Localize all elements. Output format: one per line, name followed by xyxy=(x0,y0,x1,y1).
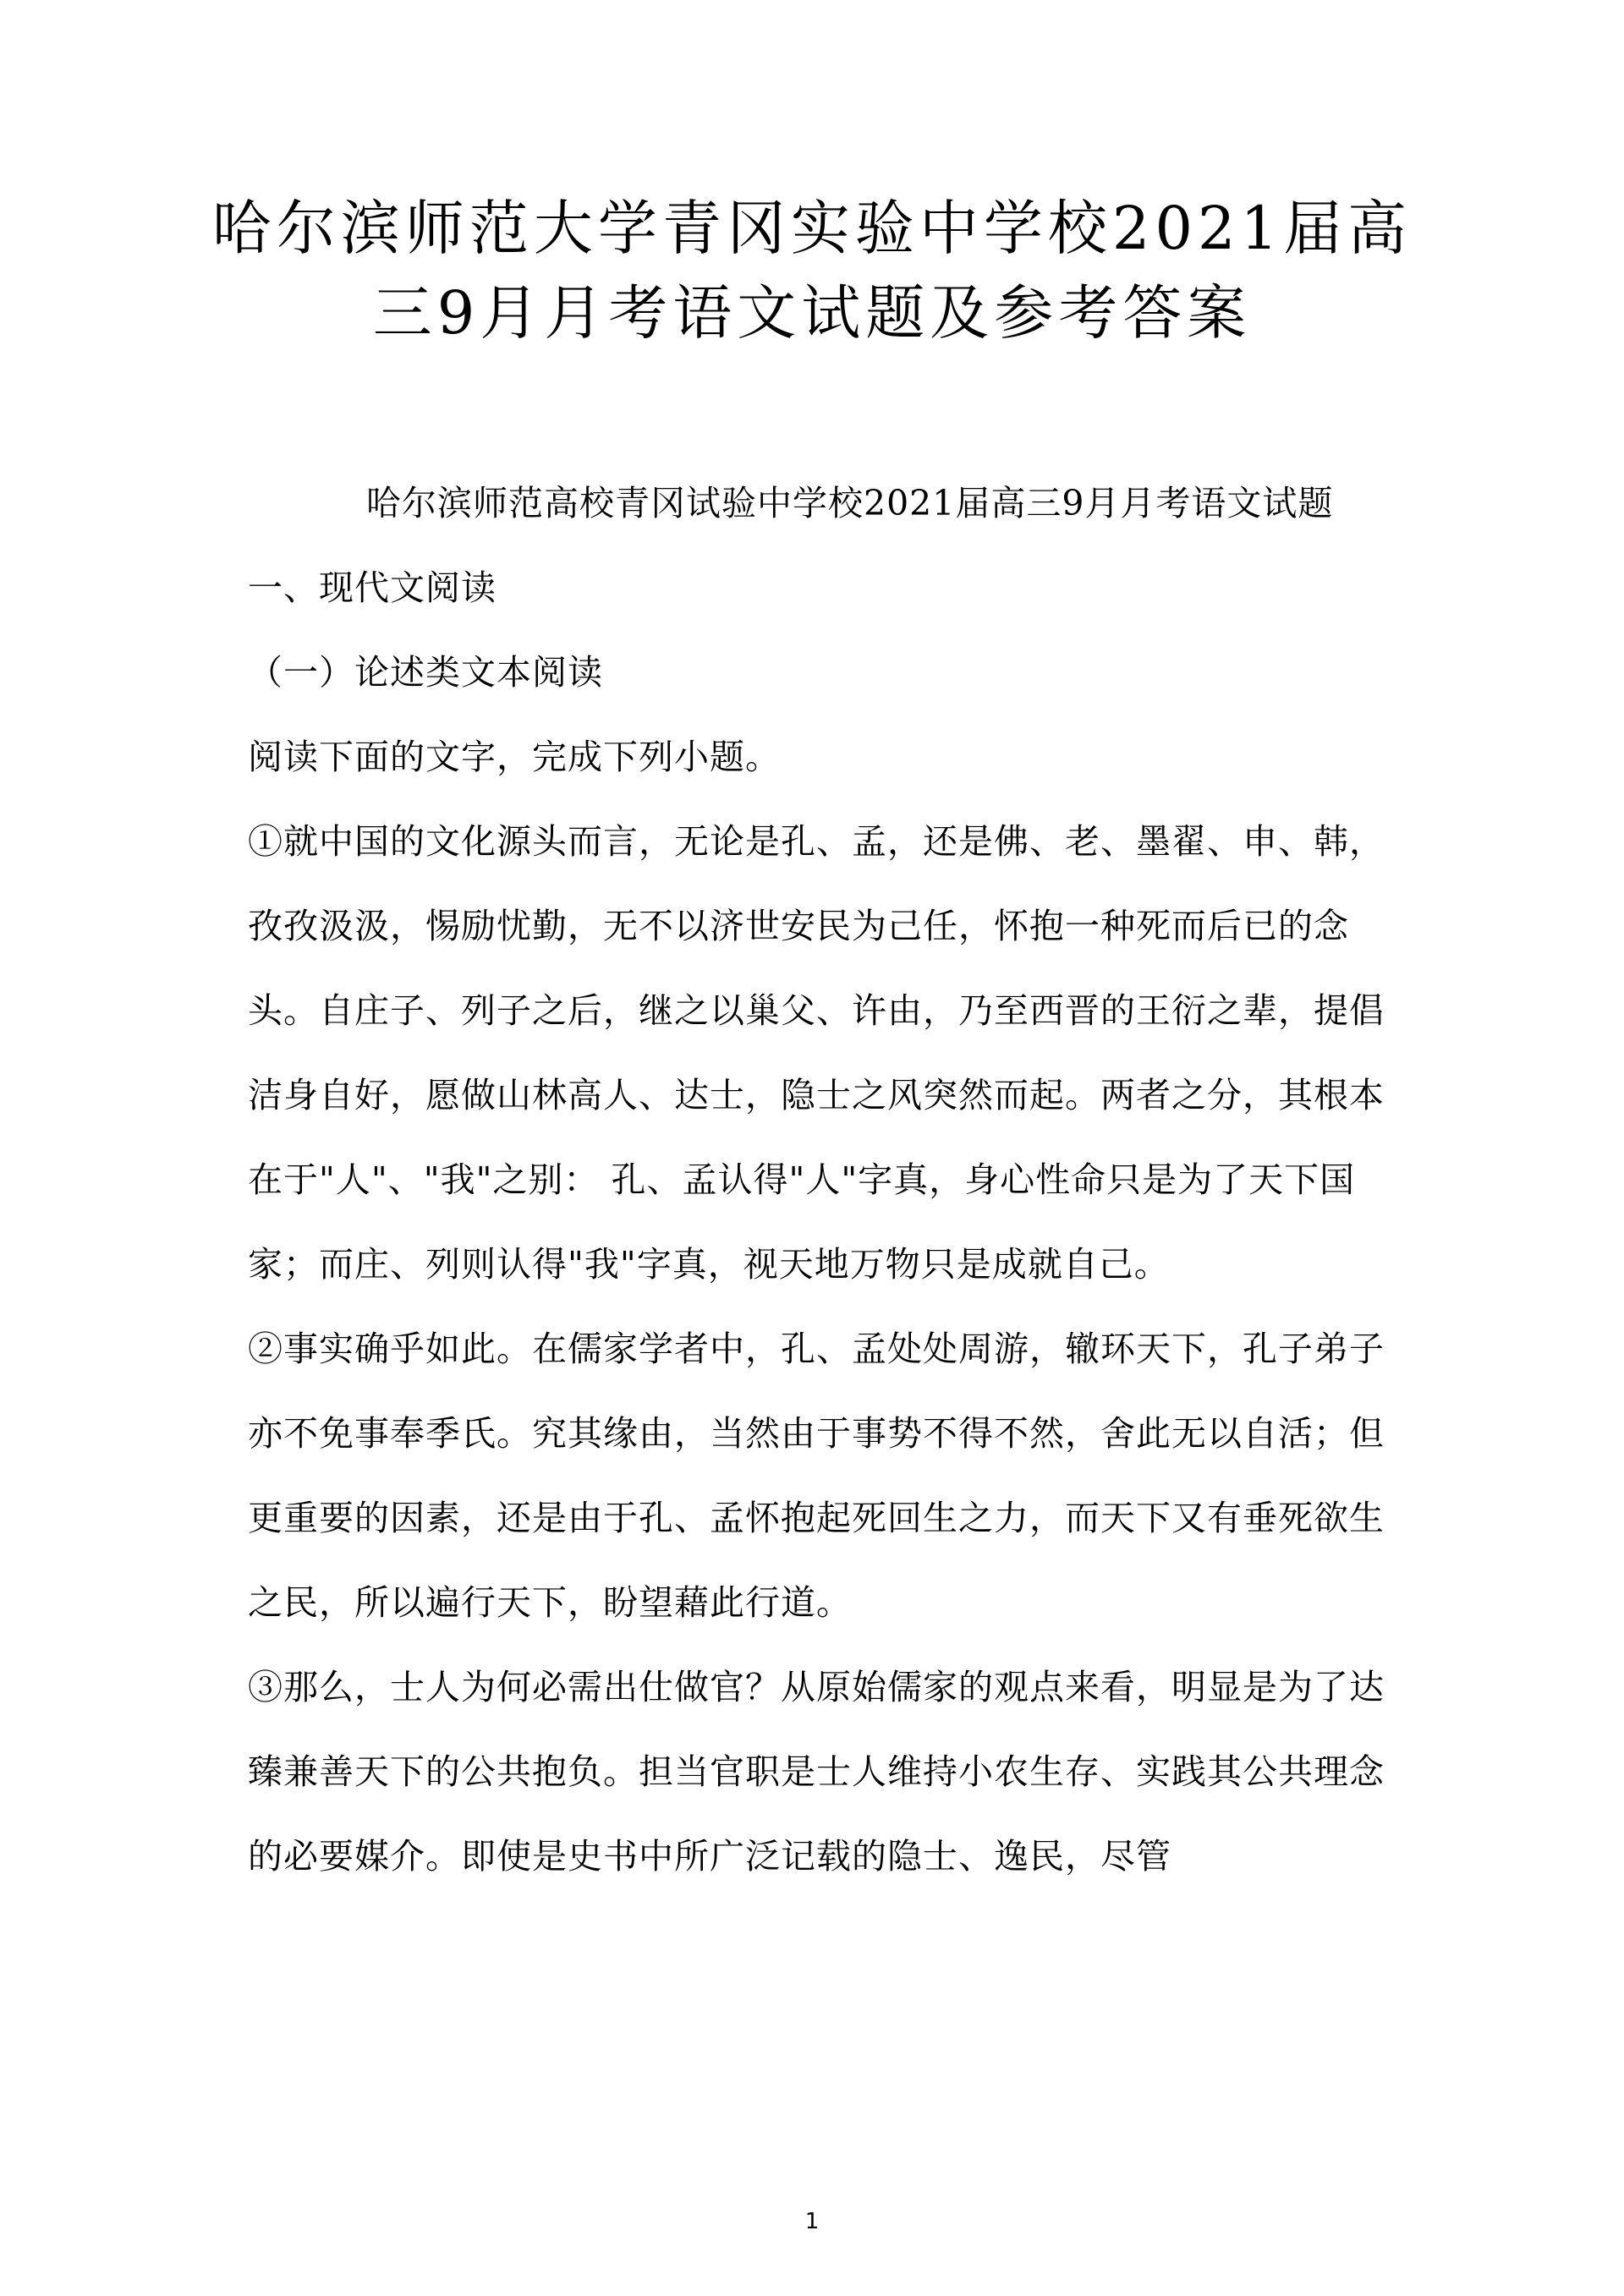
paragraph-3: ③那么，士人为何必需出仕做官？从原始儒家的观点来看，明显是为了达臻兼善天下的公共抱负。担当官职是士人维持小农生存、实践其公共理念的必要媒介。即使是史书中所广泛记载的隐士、逸民，尽管 xyxy=(248,1667,1385,1877)
instruction-text: 阅读下面的文字，完成下列小题。 xyxy=(248,737,781,777)
subsection-heading: （一）论述类文本阅读 xyxy=(248,652,603,693)
paragraph-exam-name: 哈尔滨师范高校青冈试验中学校2021届高三9月月考语文试题 xyxy=(366,483,1334,523)
document-title xyxy=(203,186,1421,355)
section-heading: 一、现代文阅读 xyxy=(248,567,497,608)
title-line-2: 三9月月考语文试题及参考答案 xyxy=(372,278,1252,348)
page-number: 1 xyxy=(804,2209,820,2234)
paragraph-2: ②事实确乎如此。在儒家学者中，孔、孟处处周游，辙环天下，孔子弟子亦不免事奉季氏。究其缘由，当然由于事势不得不然，舍此无以自活；但更重要的因素，还是由于孔、孟怀抱起死回生之力，而天下又有垂死欲生之民，所以遍行天下，盼望藉此行道。 xyxy=(248,1329,1385,1623)
document-body xyxy=(248,461,1398,1899)
paragraph-1: ①就中国的文化源头而言，无论是孔、孟，还是佛、老、墨翟、申、韩，孜孜汲汲，惕励忧勤，无不以济世安民为己任，怀抱一种死而后已的念头。自庄子、列子之后，继之以巢父、许由，乃至西晋的王衍之辈，提倡洁身自好，愿做山林高人、达士，隐士之风突然而起。两者之分，其根本在于"人"、"我"之别： 孔、孟认得"人"字真，身心性命只是为了天下国家；而庄、列则认得"我"字真，视天地万物只是成就自己。 xyxy=(248,821,1385,1285)
title-line-1: 哈尔滨师范大学青冈实验中学校2021届高 xyxy=(211,194,1413,263)
